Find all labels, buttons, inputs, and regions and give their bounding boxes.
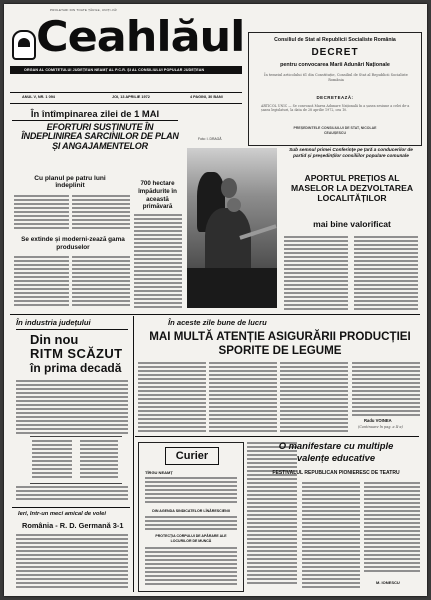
veg-column-4: [352, 362, 420, 418]
curier-text-2: [145, 516, 237, 532]
curier-text-3: [145, 547, 237, 587]
lead-column-5: [72, 256, 130, 310]
curier-item-2: PROTECȚIA CORPULUI DE APĂRARE ALE LOCURILOR DE MUNCĂ: [155, 534, 227, 543]
party-emblem-icon: [12, 30, 36, 60]
vegetables-footnote: (Continuare în pag. a II-a): [358, 425, 403, 429]
industry-headline-1: Din nou: [30, 332, 79, 347]
decree-article: ARTICOL UNIC — Se convoacă Marea Adunare Națională în a șasea sesiune a celei de-a șasea legislaturi, la data de 28 aprilie 1972, ora 10.: [261, 104, 410, 113]
industry-text: [16, 380, 128, 438]
football-kicker: Ieri, într-un meci amical de volei: [18, 511, 106, 517]
lead-column-3: [134, 214, 182, 312]
manifest-column-2: [364, 482, 420, 576]
lead-column-4: [14, 256, 69, 310]
industry-headline-2: RITM SCĂZUT: [30, 346, 123, 361]
issue-price: 4 PAGINI, 30 BANI: [190, 95, 223, 99]
right-article-tail: mai bine valorificat: [313, 219, 391, 229]
veg-column-3: [280, 362, 348, 434]
bottom-signature: M. IONESCU: [376, 580, 400, 585]
vegetables-signature: Radu VOINEA: [364, 418, 392, 423]
masthead: [10, 8, 246, 80]
industry-table: [30, 436, 122, 484]
decree-body: În temeiul articolului 61 din Constituție, Consiliul de Stat al Republicii Socialiste România: [264, 73, 408, 82]
issue-date: JOI, 13 APRILIE 1972: [112, 95, 150, 99]
right-article-headline: APORTUL PREȚIOS AL MASELOR LA DEZVOLTAREA LOCALITĂȚILOR: [290, 173, 414, 203]
decree-label: DECRETEAZĂ:: [316, 95, 354, 100]
lead-sub1: Cu planul pe patru luni îndeplinit: [34, 175, 106, 190]
middle-column: [247, 442, 297, 590]
industry-headline-3: în prima decadă: [30, 361, 122, 375]
lead-headline: EFORTURI SUSȚINUTE ÎN ÎNDEPLINIREA SARCINILOR DE PLAN ȘI ANGAJAMENTELOR: [21, 122, 179, 151]
lead-sub2: 700 hectare împădurite în această primăvară: [138, 180, 177, 211]
decree-issuer: Consiliul de Stat al Republicii Socialiste România: [274, 37, 396, 43]
veg-column-1: [138, 362, 206, 434]
curier-title-box: Curier: [165, 447, 219, 465]
right-column-2: [354, 236, 418, 312]
masthead-title: Ceahlăul: [36, 12, 245, 61]
football-result: România - R. D. Germană 3-1: [22, 521, 124, 530]
manifest-headline-1: O manifestare cu multiple: [278, 440, 394, 451]
lead-kicker: În întîmpinarea zilei de 1 MAI: [12, 108, 178, 121]
right-column-1: [284, 236, 348, 312]
curier-item-1: DIN AGENDA SINDICATELOR LÎNĂRESCIENII: [152, 509, 230, 513]
football-text: [16, 534, 128, 592]
industry-text-2: [16, 486, 128, 504]
decree-box: [248, 32, 422, 146]
issue-number: ANUL V, NR. 1 094: [22, 95, 55, 99]
curier-box: [138, 442, 244, 592]
vegetables-headline: MAI MULTĂ ATENȚIE ASIGURĂRII PRODUCȚIEI SPORITE DE LEGUME: [149, 330, 411, 357]
manifest-headline-2: valențe educative: [296, 452, 376, 463]
lead-sub3: Se extinde și moderni-zează gama produselor: [21, 236, 125, 251]
masthead-tagline: PROLETARI DIN TOATE ȚĂRILE, UNIȚI-VĂ!: [50, 8, 118, 12]
vegetables-kicker: În aceste zile bune de lucru: [168, 318, 267, 327]
decree-signature: PREȘEDINTELE CONSILIULUI DE STAT, NICOLAE CEAUȘESCU: [293, 126, 377, 135]
decree-subtitle: pentru convocarea Marii Adunări Naționale: [280, 62, 390, 68]
curier-text-1: [145, 477, 237, 507]
manifest-festival: FESTIVALUL REPUBLICAN PIONIERESC DE TEATRU: [272, 470, 400, 476]
industry-kicker: În industria județului: [16, 318, 91, 327]
photo-caption: Foto: I. DRAGĂ: [198, 137, 222, 141]
lead-column-1: [14, 195, 69, 231]
veg-column-2: [209, 362, 277, 434]
newspaper-page: [4, 4, 427, 596]
workers-photo: [187, 148, 277, 308]
right-article-intro: Sub semnul primei Conferințe pe țară a conducerilor de partid și președinților consiliilor populare comunale: [289, 147, 413, 159]
curier-subhead: TÎRGU NEAMȚ: [145, 470, 173, 475]
lead-column-2: [72, 195, 130, 231]
manifest-column-1: [302, 482, 360, 590]
organ-line: ORGAN AL COMITETULUI JUDEȚEAN NEAMȚ AL P.C.R. ȘI AL CONSILIULUI POPULAR JUDEȚEAN: [10, 66, 242, 74]
decree-title: DECRET: [311, 47, 359, 58]
